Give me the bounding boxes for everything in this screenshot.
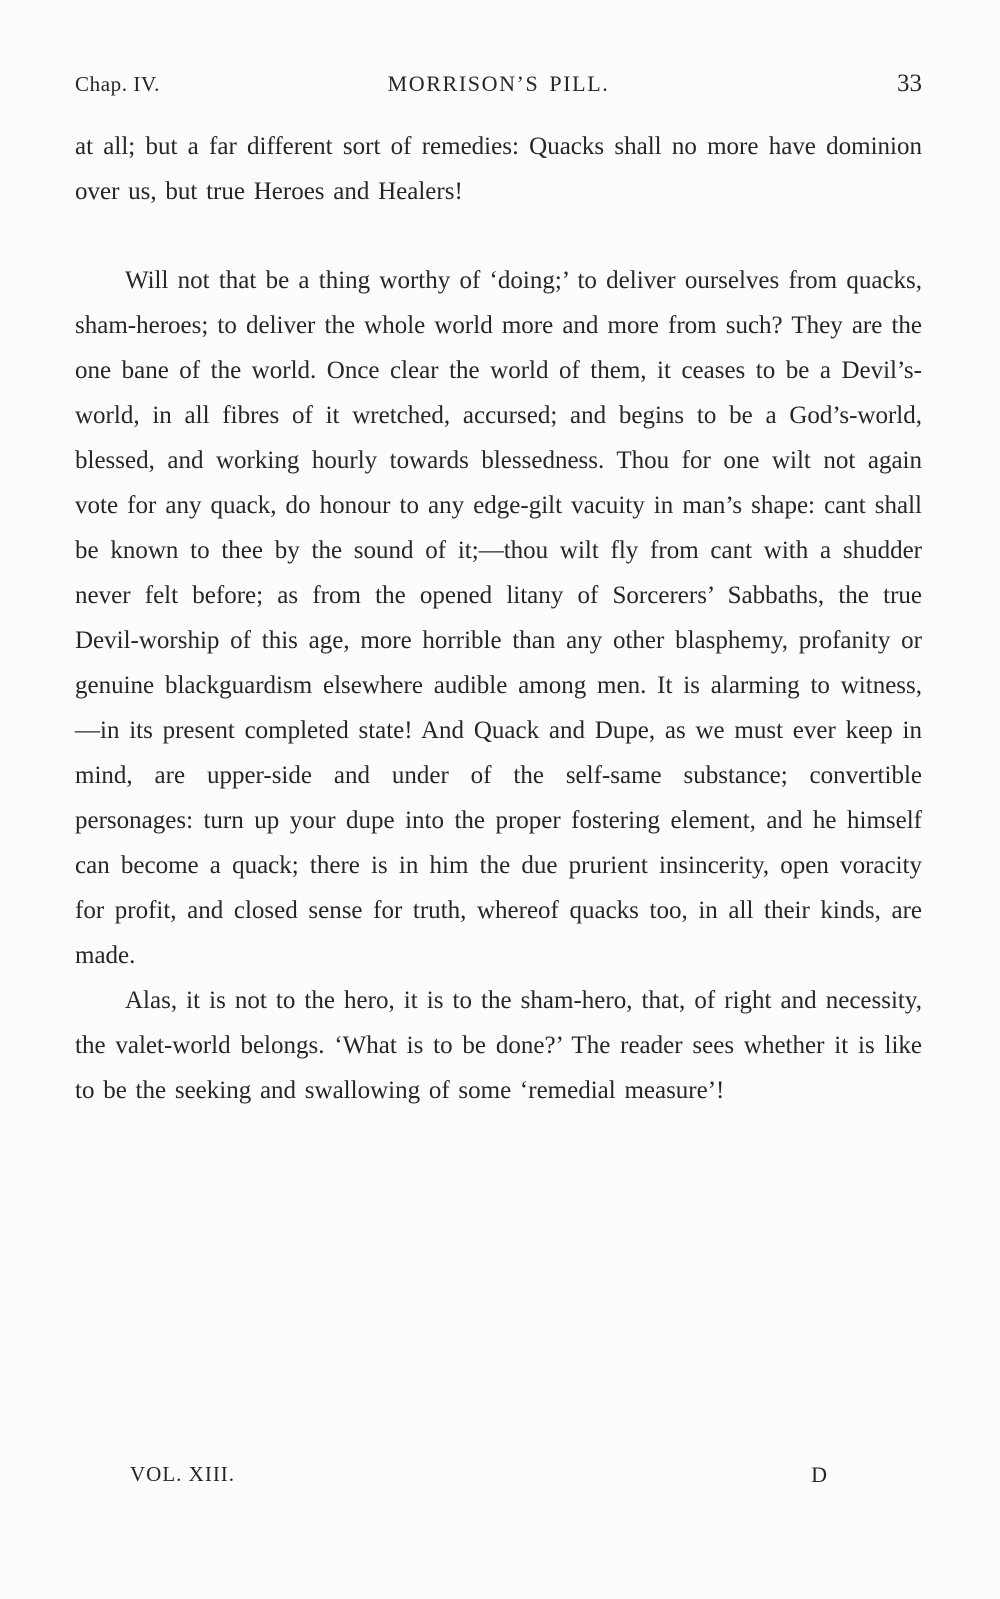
paragraph: at all; but a far different sort of remedies: Quacks shall no more have dominion over us, but true Heroes and Healers! xyxy=(75,133,922,205)
page-footer xyxy=(0,1462,1000,1488)
page-number: 33 xyxy=(897,70,922,97)
paragraph: Alas, it is not to the hero, it is to the sham-hero, that, of right and necessity, the valet-world belongs. ‘What is to be done?’ The reader sees whether it is like to be the seeking and swallowing of some ‘remedial measure’! xyxy=(75,987,922,1104)
body-text xyxy=(0,98,1000,1113)
printer-signature: D xyxy=(811,1462,828,1487)
page-header xyxy=(0,0,1000,98)
paragraph: Will not that be a thing worthy of ‘doing;’ to deliver ourselves from quacks, sham-heroes; to deliver the whole world more and more from such? They are the one bane of the world. Once clear the world of them, it ceases to be a Devil’s-world, in all fibres of it wretched, accursed; and begins to be a God’s-world, blessed, and working hourly towards blessedness. Thou for one wilt not again vote for any quack, do honour to any edge-gilt vacuity in man’s shape: cant shall be known to thee by the sound of it;—thou wilt fly from cant with a shudder never felt before; as from the opened litany of Sorcerers’ Sabbaths, the true Devil-worship of this age, more horrible than any other blasphemy, profanity or genuine blackguardism elsewhere audible among men. It is alarming to witness,—in its present completed state! And Quack and Dupe, as we must ever keep in mind, are upper-side and under of the self-same substance; convertible personages: turn up your dupe into the proper fostering element, and he himself can become a quack; there is in him the due prurient insincerity, open voracity for profit, and closed sense for truth, whereof quacks too, in all their kinds, are made. xyxy=(75,267,922,969)
chapter-label: Chap. IV. xyxy=(75,72,160,96)
volume-label: VOL. XIII. xyxy=(130,1462,236,1486)
running-title: MORRISON’S PILL. xyxy=(387,71,610,96)
